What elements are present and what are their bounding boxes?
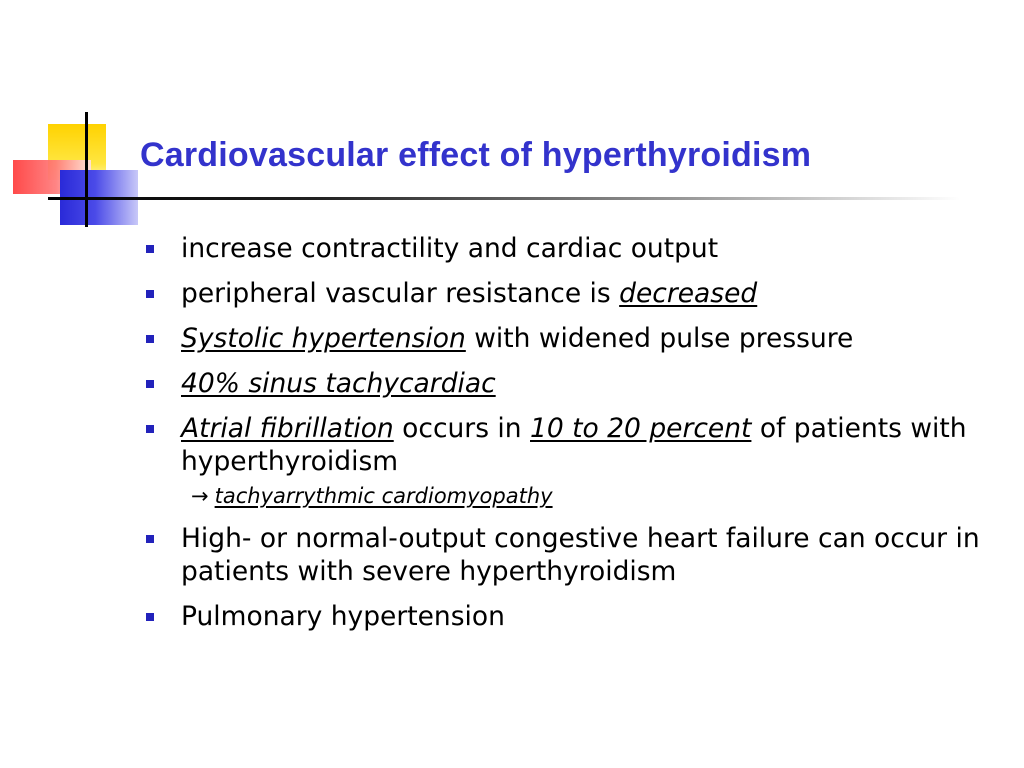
bullet-text: of patients with hyperthyroidism [181,413,967,477]
emphasis-text: 10 to 20 percent [530,413,752,444]
emphasis-text: decreased [619,278,758,309]
bullet-text: with widened pulse pressure [465,323,854,354]
emphasis-text: Systolic hypertension [181,323,466,354]
bullet-text: peripheral vascular resistance is [181,278,620,309]
emphasis-text: tachyarrythmic cardiomyopathy [214,484,553,508]
bullet-text: occurs in [393,413,531,444]
right-arrow-icon: → [191,484,209,508]
bullet-square-icon [146,613,154,621]
bullet-item [146,277,986,310]
bullet-square-icon [146,245,154,253]
bullet-item [146,522,986,588]
bullet-text: increase contractility and cardiac output [181,233,719,264]
bullet-text: Pulmonary hypertension [181,601,505,632]
bullet-item [146,367,986,400]
bullet-item [146,322,986,355]
logo-vertical-line [85,112,88,227]
bullet-item [146,412,986,510]
slide-title: Cardiovascular effect of hyperthyroidism [140,136,812,174]
bullet-list [146,232,986,645]
bullet-square-icon [146,335,154,343]
emphasis-text: 40% sinus tachycardiac [181,368,496,399]
bullet-item [146,232,986,265]
bullet-square-icon [146,425,154,433]
bullet-text: High- or normal-output congestive heart failure can occur in patients with severe hyperthyroidism [181,523,980,587]
bullet-square-icon [146,290,154,298]
slide-logo-decoration [0,0,150,240]
bullet-square-icon [146,380,154,388]
bullet-square-icon [146,535,154,543]
emphasis-text: Atrial fibrillation [181,413,394,444]
sub-bullet-item [191,482,986,510]
title-underline-rule [48,197,960,200]
sub-bullet-list [181,482,986,510]
bullet-item [146,600,986,633]
